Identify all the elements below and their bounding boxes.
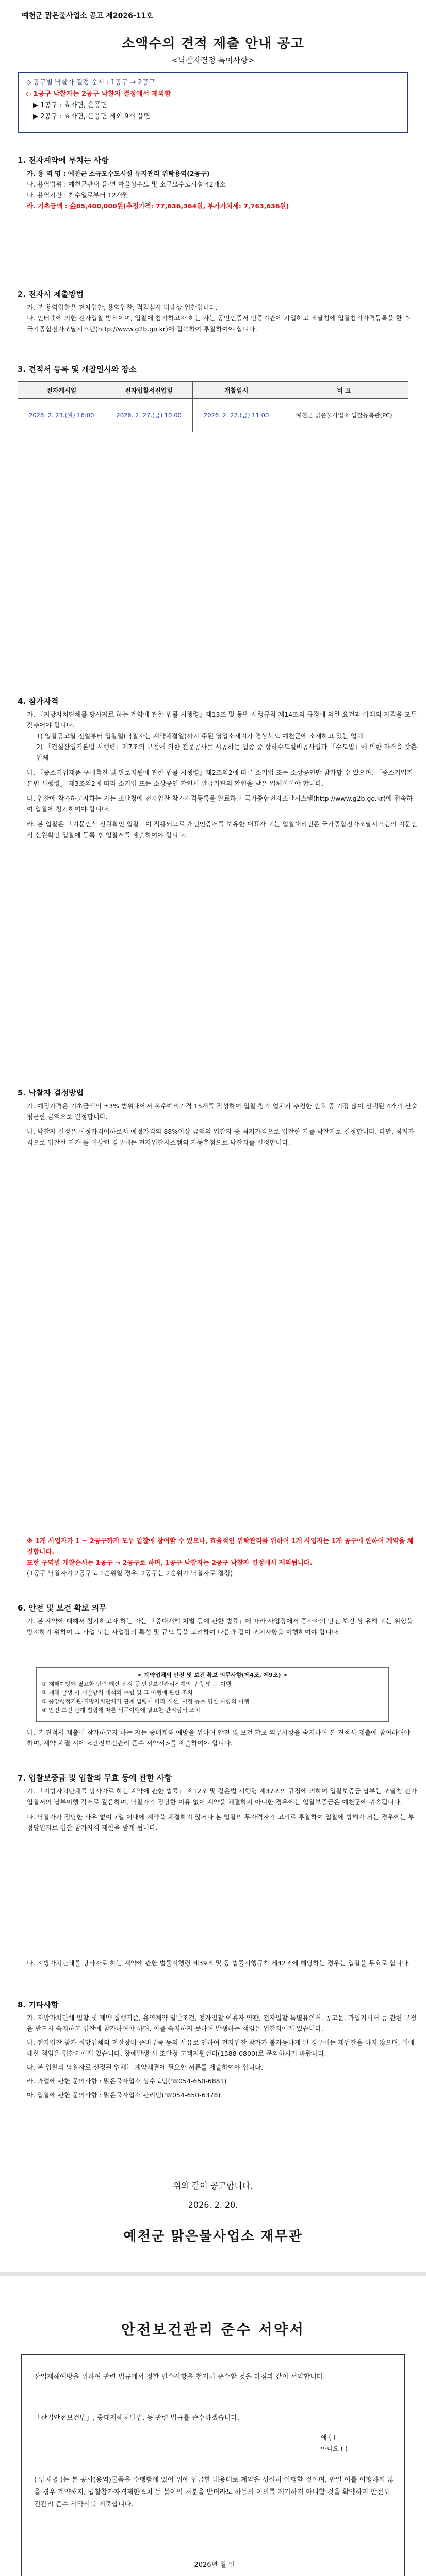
section-7-title: 7. 입찰보증금 및 입찰의 무효 등에 관한 사항: [18, 1773, 172, 1783]
section-6-title: 6. 안전 및 보건 확보 의무: [18, 1603, 107, 1613]
s6-item-b: 나. 본 견적서 제출에 참가하고자 하는 자는 중대재해 예방을 위하여 안전 및 보건 확보 의무사항을 숙지하여 본 견적서 제출에 참여하여야 하며, 계약 체결 시에 <안전보건관리 준수 서약서>를 제출하여야 합니다.: [27, 1728, 411, 1747]
s4-item-a: 가. 『지방자치단체를 당사자로 하는 계약에 관한 법률 시행령』제13조 및 동법 시행규칙 제14조의 규정에 의한 요건과 아래의 자격을 모두 갖추어야 합니다.: [27, 710, 417, 729]
section-1-body: [18, 168, 418, 211]
safety-box-title: < 계약업체의 안전 및 보건 확보 의무사항(제4조, 제9조) >: [137, 1672, 288, 1679]
s1-item-c: 다. 용역기간 : 착수일로부터 12개월: [27, 191, 128, 199]
section-5-body: [18, 1100, 418, 1148]
schedule-header: 비 고: [280, 382, 408, 399]
schedule-header: 전자계시일: [18, 382, 105, 399]
notice-date: 2026. 2. 20.: [188, 2200, 238, 2210]
schedule-table: [18, 381, 408, 432]
safety-box-item: ① 재해예방에 필요한 인력·예산·점검 등 안전보건관리체계의 구축 및 그 이행: [42, 1681, 232, 1687]
section-3-title: 3. 견적서 등록 및 개찰일시와 장소: [18, 365, 137, 374]
pledge-check-no[interactable]: 아니요 ( ): [321, 2445, 348, 2452]
s8-item-e: 마. 입찰에 관한 문의사항 : 맑은물사업소 관리팀(☏054-650-6378): [27, 2091, 221, 2099]
safety-box-item: ③ 중앙행정기관·지방자치단체가 관계 법령에 따라 개선, 시정 등을 명한 사항의 이행: [42, 1698, 250, 1705]
issuer-name: 예천군 맑은물사업소 재무관: [123, 2229, 303, 2244]
schedule-header: 전자입찰서진입일: [105, 382, 192, 399]
schedule-cell: 2026. 2. 27.(금) 10:00: [105, 399, 192, 432]
pledge-date: 2026년 월 일: [194, 2561, 235, 2569]
s5-note-2: 또한 구역별 개찰순서는 1공구 → 2공구로 하며, 1공구 낙찰자는 2공구 낙찰자 결정에서 제외됩니다.: [27, 1558, 313, 1566]
section-1-title: 1. 전자계약에 부치는 사항: [18, 156, 109, 165]
special-notes-box: [18, 72, 408, 133]
s8-item-a: 가. 지방자치단체 입찰 및 계약 집행기준, 용역계약 일반조건, 전자입찰 이용자 약관, 전자입찰 특별유의서, 공고문, 과업지시서 등 관련 규정을 반드시 숙지하고 입찰에 참가하여야 하며, 이를 숙지하지 못하여 발생하는 책임은 입찰자에게 있습니다.: [27, 2014, 417, 2032]
section-2-body: [18, 302, 418, 334]
pledge-intro: 산업재해예방을 위하여 관련 법규에서 정한 필수사항을 철저히 준수할 것을 다짐과 같이 서약합니다.: [34, 2373, 325, 2381]
s7-item-b: 나. 낙찰자가 정당한 사유 없이 7일 이내에 계약을 체결하지 않거나 본 입찰의 무자격자가 고의로 투찰하여 입찰에 방해가 되는 경우에는 부정당업자로 입찰 참가자격 제한을 받게 됩니다.: [27, 1813, 415, 1832]
section-8-body: [18, 2012, 418, 2100]
s7-item-c: 다. 지방자치단체를 당사자로 하는 계약에 관한 법률시행령 제39조 및 동 법률시행규칙 제42조에 해당하는 경우는 입찰을 무효로 합니다.: [27, 1959, 411, 1967]
section-5-notice: [18, 1535, 418, 1579]
pledge-law: 「산업안전보건법」, 중대재해처벌법, 등 관련 법규를 준수하겠습니다.: [34, 2414, 240, 2422]
closing-statement: 위와 같이 공고합니다.: [173, 2181, 253, 2191]
page-subtitle: <낙찰자결정 특이사항>: [171, 56, 255, 65]
schedule-cell: 예천군 맑은물사업소 입찰등록관(PC): [280, 399, 408, 432]
page-title: 소액수의 견적 제출 안내 공고: [122, 36, 304, 52]
pledge-commitment: ( 업체명 )는 본 공사(용역)물품을 수행함에 있어 위에 언급한 내용대로 계약을 성실히 이행할 것이며, 만일 이를 이행하지 않을 경우 계약해지, 입찰참가자격제한조치 등 불이익 처분을 받더라도 하등의 이의를 제기하지 아니할 것을 확약하며 안전보건관리 준수 서약서를 제출합니다.: [34, 2476, 394, 2509]
s2-item-a: 가. 본 용역입찰은 전자입찰, 용역입찰, 적격심사 비대상 입찰입니다.: [27, 303, 218, 311]
box-line-2: ◇ 1공구 낙찰자는 2공구 낙찰자 결정에서 제외함: [26, 90, 171, 98]
s5-note-3: (1공구 낙찰자가 2공구도 1순위일 경우, 2공구는 2순위가 낙찰자로 결정): [27, 1569, 233, 1577]
section-7-body: [18, 1786, 418, 1833]
section-5-title: 5. 낙찰자 결정방법: [18, 1088, 84, 1097]
s8-item-c: 다. 본 입찰의 낙찰자로 선정된 업체는 계약체결에 필요한 서류를 제출하여야 합니다.: [27, 2063, 264, 2071]
safety-duty-box: [36, 1667, 389, 1722]
s5-note-1: ※ 1개 사업자가 1 ~ 2공구까지 모두 입찰에 참여할 수 있으나, 효율적인 위탁관리를 위하여 1개 사업자는 1개 공구에 한하여 계약을 체결합니다.: [27, 1537, 414, 1555]
s4-item-d: 라. 본 입찰은 「지문인식 신원확인 입찰」이 적용되므로 개인인증서를 보유한 대표자 또는 입찰대리인은 국가종합전자조달시스템의 지문인식 신원확인 입찰에 등록 후 입찰서를 제출하여야 합니다.: [27, 820, 417, 839]
s7-item-a: 가. 「지방자치단체를 당사자로 하는 계약에 관한 법률」 제12조 및 같은법 시행령 제37조의 규정에 의하여 입찰보증금 납부는 조달청 전자입찰서의 납부이행 각서로 갈음하며, 낙찰자가 정당한 이유 없이 계약을 체결하지 아니한 경우에는 입찰보증금은 예천군에 귀속됩니다.: [27, 1787, 417, 1806]
s4-item-b: 나. 『중소기업제품 구매촉진 및 판로지원에 관한 법률 시행령』제2조의2에 따른 소기업 또는 소상공인만 참가할 수 있으며, 「중소기업기본법 시행령」 제3조의2에 따라 소기업 또는 소상공인 확인서 발급기관의 확인을 받은 업체이어야 합니다.: [27, 769, 413, 787]
pledge-title: 안전보건관리 준수 서약서: [121, 2321, 305, 2338]
s4-item-a2: 2) 「건설산업기본법 시행령」제7조의 규정에 의한 전문공사를 시공하는 업종 중 상하수도설비공사업과 「수도법」에 의한 자격을 갖춘 업체: [36, 743, 417, 761]
section-8-title: 8. 기타사항: [18, 2000, 59, 2009]
box-line-4: ▶ 2공구 : 효자면, 은풍면 제외 9개 읍면: [33, 113, 151, 121]
box-line-1: ◇ 공구별 낙찰자 결정 순서 : 1공구 → 2공구: [26, 79, 155, 87]
notice-number: 예천군 맑은물사업소 공고 제2026-11호: [22, 12, 153, 20]
section-4-title: 4. 참가자격: [18, 697, 59, 706]
s1-item-a: 가. 용 역 명 : 예천군 소규모수도시설 유지관리 위탁용역(2공구): [27, 170, 210, 177]
s1-item-b: 나. 용역범위 : 예천군관내 읍·면 마을상수도 및 소규모수도시설 42개소: [27, 180, 226, 188]
box-line-3: ▶ 1공구 : 효자면, 은풍면: [33, 101, 107, 109]
section-2-title: 2. 전자시 제출방법: [18, 290, 84, 299]
s4-item-c: 다. 입찰에 참가하고자하는 자는 조달청에 전자입찰 참가자격등록을 완료하고 국가종합전자조달시스템(http://www.g2b.go.kr)에 접속하여 입찰에 참가하여야 합니다.: [27, 794, 413, 813]
s5-item-b: 나. 낙찰자 결정은 예정가격이하로서 예정가격의 88%이상 금액의 입찰자 중 최저가격으로 입찰한 자를 낙찰자로 결정합니다. 다만, 최저가격으로 입찰한 자가 둘 이상인 경우에는 전자입찰시스템의 자동추첨으로 낙찰자를 결정합니다.: [27, 1128, 415, 1146]
section-4-body: [18, 709, 418, 840]
pledge-check-yes[interactable]: 예 ( ): [321, 2434, 336, 2441]
s1-item-d: 라. 기초금액 : 金85,400,000원(추정가격: 77,636,364원, 부가가치세: 7,763,636원): [27, 202, 289, 210]
s6-item-a: 가. 본 계약에 대해서 참가하고자 하는 자는 「중대재해 처벌 등에 관한 법률」에 따라 사업장에서 종사자의 안전·보건 상 유해 또는 위험을 방지하기 위하여 그 사업 또는 사업장의 특성 및 규모 등을 고려하여 다음과 같이 조치사항을 이행하여야 합니다.: [27, 1617, 413, 1636]
s2-item-b: 나. 인터넷에 의한 전자입찰 방식이며, 입찰에 참가하고자 하는 자는 공인인증서 인증기관에 가입하고 조달청에 입찰참가자격등록을 한 후 국가종합전자조달시스템(http://www.g2b.go.kr)에 접속하여 투찰하여야 합니다.: [27, 314, 411, 333]
s8-item-b: 나. 전자입찰 참가 희망업체의 전산장비 준비부족 등의 사유로 인하여 전자입찰 참가가 불가능하게 된 경우에는 재입찰을 하지 않으며, 이에 대한 책임은 입찰자에게 있습니다. 장애발생 시 조달청 고객지원센터(1588-0800)로 문의하시기 바랍니다.: [27, 2039, 415, 2057]
safety-box-item: ④ 안전·보건 관계 법령에 따른 의무이행에 필요한 관리상의 조치: [42, 1707, 200, 1714]
s5-item-a: 가. 예정가격은 기초금액의 ±3% 범위내에서 복수예비가격 15개를 작성하여 입찰 참가 업체가 추첨한 번호 중 가장 많이 선택된 4개의 산술평균한 금액으로 결정합니다.: [27, 1102, 418, 1121]
safety-box-item: ② 재해 발생 시 재발방지 대책의 수립 및 그 이행에 관한 조치: [42, 1689, 193, 1696]
schedule-cell: 2026. 2. 23.(월) 16:00: [18, 399, 105, 432]
s8-item-d: 라. 과업에 관한 문의사항 : 맑은물사업소 상수도팀(☏054-650-6881): [27, 2077, 227, 2085]
page-divider: [0, 2272, 426, 2276]
pledge-form: [21, 2354, 405, 2576]
s4-item-a1: 1) 입찰공고일 전일부터 입찰일(낙찰자는 계약체결일)까지 주된 영업소재지가 경상북도 예천군에 소재하고 있는 업체: [36, 732, 363, 740]
schedule-cell: 2026. 2. 27.(금) 11:00: [192, 399, 280, 432]
schedule-header: 개찰일시: [192, 382, 280, 399]
